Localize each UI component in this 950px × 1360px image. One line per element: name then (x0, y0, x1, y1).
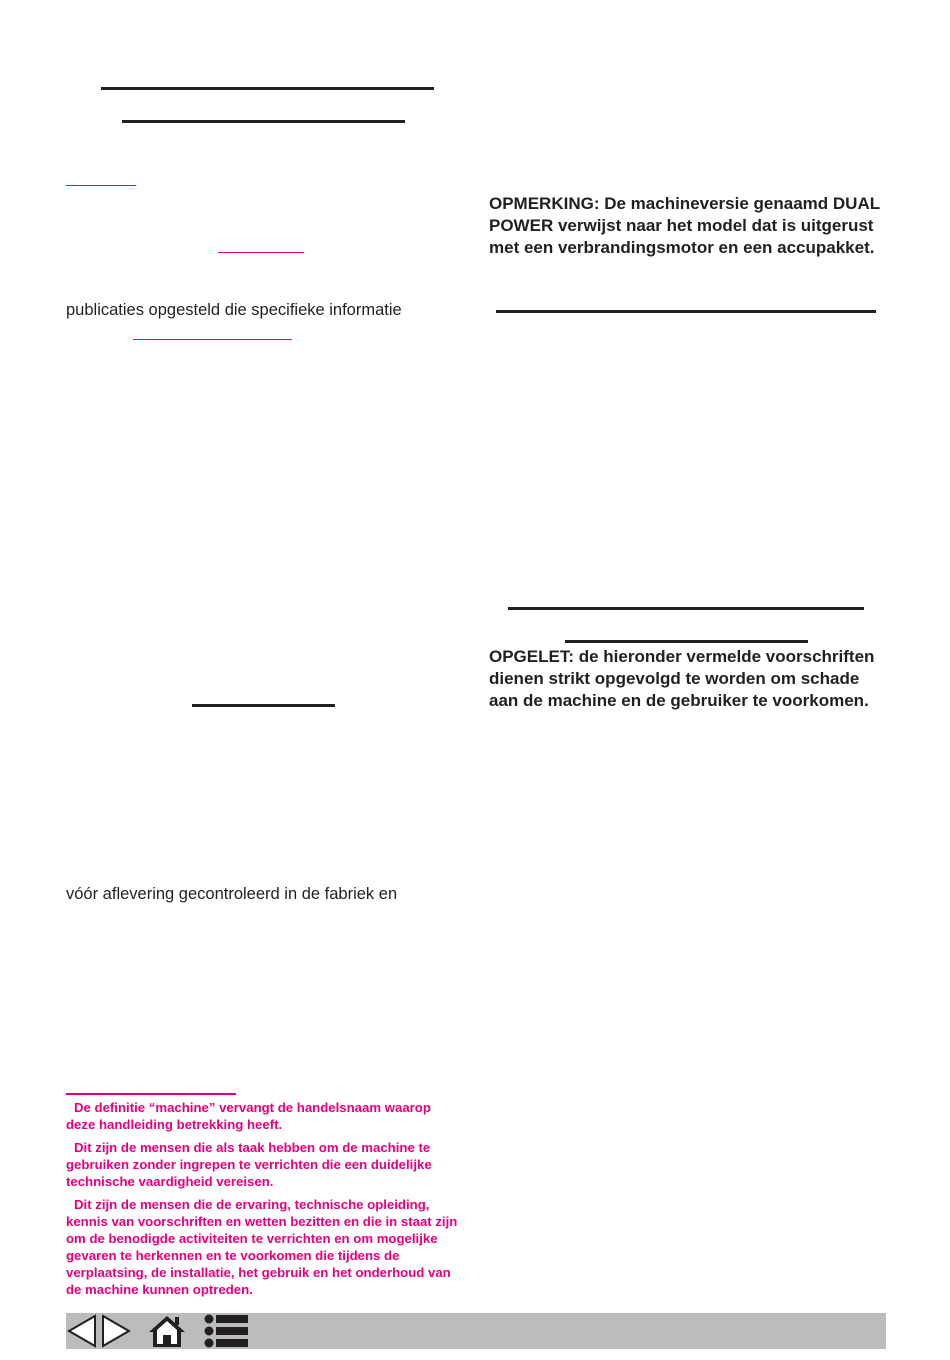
link-underline-2[interactable] (218, 252, 304, 253)
footnote-separator (66, 1093, 236, 1095)
body-line-publicaties: publicaties opgesteld die specifieke informatie (66, 301, 402, 319)
contents-list-icon (203, 1314, 249, 1348)
right-heading-rule-1 (496, 310, 876, 313)
previous-page-icon (67, 1314, 97, 1348)
contents-list-button[interactable] (202, 1313, 250, 1349)
next-page-button[interactable] (100, 1313, 132, 1349)
home-button[interactable] (146, 1313, 188, 1349)
right-heading-rule-3 (565, 640, 808, 643)
heading-rule-2 (122, 120, 405, 123)
footnote-3: Dit zijn de mensen die de ervaring, technische opleiding, kennis van voorschriften en wetten bezitten en die in staat zijn om de benodigde activiteiten te verrichten en om mogelijke gevaren te herkennen en te voorkomen die tijdens de verplaatsing, de installatie, het gebruik en het onderhoud van de machine kunnen optreden. (66, 1197, 458, 1297)
footnote-1: De definitie “machine” vervangt de handelsnaam waarop deze handleiding betrekking heeft. (66, 1100, 431, 1132)
section-heading-rule (192, 704, 335, 707)
link-underline-1[interactable] (66, 185, 136, 186)
footnote-2: Dit zijn de mensen die als taak hebben om de machine te gebruiken zonder ingrepen te verrichten die een duidelijke technische vaardigheid vereisen. (66, 1140, 432, 1189)
previous-page-button[interactable] (66, 1313, 98, 1349)
next-page-icon (101, 1314, 131, 1348)
navigation-bar (66, 1313, 886, 1349)
link-underline-3[interactable] (133, 339, 292, 340)
body-line-aflevering: vóór aflevering gecontroleerd in de fabriek en (66, 885, 398, 903)
footnotes (66, 1099, 461, 1304)
note-opmerking: OPMERKING: De machineversie genaamd DUAL POWER verwijst naar het model dat is uitgerust met een verbrandingsmotor en een accupakket. (489, 194, 880, 257)
right-heading-rule-2 (508, 607, 864, 610)
note-opgelet: OPGELET: de hieronder vermelde voorschriften dienen strikt opgevolgd te worden om schade aan de machine en de gebruiker te voorkomen. (489, 647, 875, 710)
home-icon (147, 1314, 187, 1348)
heading-rule-1 (101, 87, 434, 90)
